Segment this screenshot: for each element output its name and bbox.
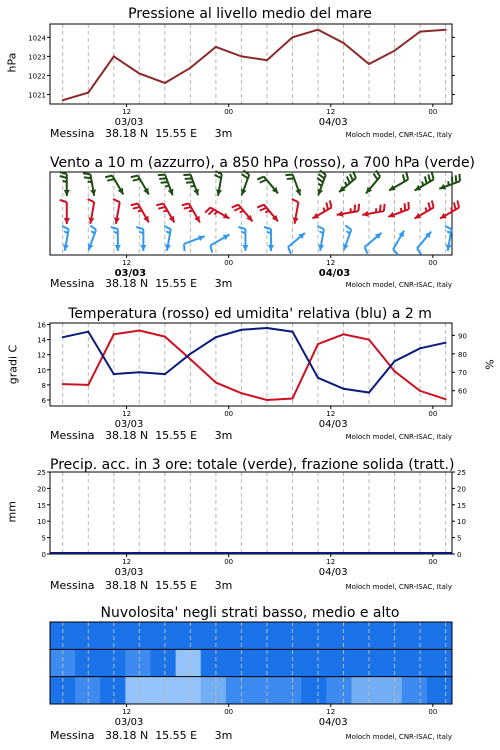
pressure-time-tick-label: 12 bbox=[326, 108, 336, 116]
cloud-cell-medio bbox=[125, 649, 151, 676]
wind-time-tick-label: 00 bbox=[428, 259, 438, 267]
pressure-point bbox=[189, 67, 191, 69]
humidity-point bbox=[419, 347, 421, 349]
cloud-cell-basso bbox=[352, 677, 378, 704]
temperature-point bbox=[266, 399, 268, 401]
cloud-cell-medio bbox=[402, 649, 428, 676]
pressure-ytick-label: 1023 bbox=[28, 53, 46, 62]
cloud-cell-medio bbox=[176, 649, 202, 676]
precip-date-label: 04/03 bbox=[318, 567, 348, 578]
cloud-time-tick-label: 00 bbox=[428, 708, 438, 716]
cloud-cell-basso bbox=[100, 677, 126, 704]
cloud-cell-alto bbox=[377, 622, 403, 649]
humidity-ytick-label: 90 bbox=[458, 332, 467, 341]
wind-barb-10m bbox=[210, 235, 229, 253]
humidity-point bbox=[368, 392, 370, 394]
precip-ytick-label: 25 bbox=[37, 469, 46, 477]
wind-barb-10m bbox=[111, 227, 121, 251]
pressure-point bbox=[419, 31, 421, 33]
precip-panel bbox=[0, 450, 500, 600]
pressure-point bbox=[394, 50, 396, 52]
pressure-time-tick-label: 12 bbox=[122, 108, 132, 116]
precip-ylabel: mm bbox=[5, 501, 19, 523]
wind-time-tick-label: 00 bbox=[224, 259, 234, 267]
temperature-point bbox=[164, 336, 166, 338]
temperature-point bbox=[215, 382, 217, 384]
precip-time-tick-label: 12 bbox=[122, 558, 132, 566]
wind-barb-850hpa bbox=[388, 202, 409, 218]
wind-barb-850hpa bbox=[312, 200, 331, 218]
cloud-cell-medio bbox=[326, 649, 352, 676]
temperature-date-label: 04/03 bbox=[318, 419, 348, 430]
wind-barb-700hpa bbox=[257, 177, 278, 194]
cloud-cell-basso bbox=[176, 677, 202, 704]
pressure-credit: Moloch model, CNR-ISAC, Italy bbox=[345, 131, 452, 139]
precip-time-tick-label: 12 bbox=[326, 558, 336, 566]
precip-title: Precip. acc. in 3 ore: totale (verde), frazione solida (tratt.) bbox=[50, 457, 455, 473]
wind-barb-10m bbox=[264, 227, 274, 251]
pressure-ytick-label: 1024 bbox=[28, 34, 46, 43]
wind-date-label: 04/03 bbox=[318, 268, 351, 279]
wind-barb-700hpa bbox=[158, 175, 174, 196]
pressure-point bbox=[138, 73, 140, 75]
precip-ytick-label: 10 bbox=[37, 518, 46, 527]
precip-ytick-label: 15 bbox=[37, 501, 46, 510]
humidity-ylabel: % bbox=[483, 359, 497, 370]
precip-ytick-label-right: 0 bbox=[457, 551, 462, 559]
wind-barb-850hpa bbox=[232, 205, 253, 222]
precip-ytick-label-right: 10 bbox=[457, 518, 466, 527]
wind-barb-850hpa bbox=[60, 200, 70, 224]
wind-barb-10m bbox=[136, 227, 146, 251]
humidity-point bbox=[215, 336, 217, 338]
pressure-point bbox=[317, 29, 319, 31]
precip-date-label: 03/03 bbox=[114, 567, 144, 578]
wind-barb-700hpa bbox=[60, 172, 70, 196]
temperature-point bbox=[291, 397, 293, 399]
wind-barb-850hpa bbox=[440, 200, 459, 218]
cloud-cell-basso bbox=[251, 677, 277, 704]
wind-barb-700hpa bbox=[105, 175, 123, 194]
precip-time-tick-label: 00 bbox=[224, 558, 234, 566]
pressure-point bbox=[215, 46, 217, 48]
cloud-cell-medio bbox=[377, 649, 403, 676]
pressure-ylabel: hPa bbox=[5, 52, 19, 73]
temperature-time-tick-label: 12 bbox=[326, 410, 336, 418]
humidity-point bbox=[189, 353, 191, 355]
cloud-cell-alto bbox=[151, 622, 177, 649]
wind-barb-850hpa bbox=[415, 200, 434, 218]
wind-barb-850hpa bbox=[337, 204, 359, 217]
pressure-point bbox=[240, 55, 242, 57]
temperature-ylabel: gradi C bbox=[6, 344, 20, 385]
temperature-ytick-label: 8 bbox=[41, 381, 46, 390]
wind-barb-700hpa bbox=[439, 174, 460, 190]
wind-barb-10m bbox=[365, 233, 382, 254]
wind-barb-850hpa bbox=[156, 203, 174, 222]
cloud-cell-medio bbox=[276, 649, 302, 676]
temperature-ytick-label: 14 bbox=[37, 336, 46, 345]
humidity-ytick-label: 60 bbox=[458, 387, 467, 396]
wind-barb-700hpa bbox=[366, 171, 380, 194]
humidity-point bbox=[445, 342, 447, 344]
cloud-title: Nuvolosita' negli strati basso, medio e alto bbox=[100, 605, 400, 621]
cloud-cell-basso bbox=[276, 677, 302, 704]
temperature-line bbox=[63, 331, 446, 401]
cloud-cell-basso bbox=[402, 677, 428, 704]
wind-date-label: 03/03 bbox=[114, 268, 147, 279]
temperature-point bbox=[62, 383, 64, 385]
cloud-cell-medio bbox=[427, 649, 453, 676]
cloud-cell-alto bbox=[402, 622, 428, 649]
temperature-time-tick-label: 00 bbox=[428, 410, 438, 418]
temperature-point bbox=[240, 392, 242, 394]
wind-barb-700hpa bbox=[131, 175, 149, 194]
cloud-cell-medio bbox=[301, 649, 327, 676]
wind-barb-700hpa bbox=[241, 170, 249, 195]
cloud-cell-alto bbox=[125, 622, 151, 649]
cloud-date-label: 04/03 bbox=[318, 717, 348, 728]
pressure-location: Messina 38.18 N 15.55 E 3m bbox=[50, 127, 233, 140]
temperature-point bbox=[87, 384, 89, 386]
humidity-point bbox=[394, 360, 396, 362]
wind-barb-10m bbox=[184, 236, 205, 252]
precip-ytick-label: 0 bbox=[41, 551, 46, 559]
temperature-point bbox=[189, 358, 191, 360]
temperature-point bbox=[113, 333, 115, 335]
temperature-title: Temperatura (rosso) ed umidita' relativa (blu) a 2 m bbox=[68, 306, 432, 322]
precip-ytick-label: 5 bbox=[41, 534, 46, 543]
temperature-ytick-label: 10 bbox=[37, 366, 46, 375]
temperature-location: Messina 38.18 N 15.55 E 3m bbox=[50, 429, 233, 442]
wind-time-tick-label: 12 bbox=[326, 259, 336, 267]
wind-barb-850hpa bbox=[131, 203, 149, 222]
wind-barb-10m bbox=[343, 225, 351, 250]
pressure-title: Pressione al livello medio del mare bbox=[128, 6, 372, 22]
humidity-point bbox=[291, 331, 293, 333]
cloud-cell-basso bbox=[377, 677, 403, 704]
cloud-time-tick-label: 12 bbox=[326, 708, 336, 716]
temperature-credit: Moloch model, CNR-ISAC, Italy bbox=[345, 433, 452, 441]
cloud-location: Messina 38.18 N 15.55 E 3m bbox=[50, 729, 233, 742]
precip-ytick-label-right: 25 bbox=[457, 469, 466, 477]
wind-title: Vento a 10 m (azzurro), a 850 hPa (rosso), a 700 hPa (verde) bbox=[50, 155, 476, 171]
cloud-cell-basso bbox=[301, 677, 327, 704]
temperature-chart bbox=[0, 300, 500, 450]
pressure-date-label: 03/03 bbox=[114, 117, 144, 128]
cloud-cell-alto bbox=[427, 622, 453, 649]
pressure-point bbox=[343, 42, 345, 44]
pressure-time-tick-label: 00 bbox=[428, 108, 438, 116]
temperature-point bbox=[368, 339, 370, 341]
wind-panel bbox=[0, 150, 500, 300]
pressure-time-tick-label: 00 bbox=[224, 108, 234, 116]
wind-barb-10m bbox=[238, 227, 248, 251]
pressure-date-label: 04/03 bbox=[318, 117, 348, 128]
temperature-point bbox=[419, 390, 421, 392]
cloud-cell-medio bbox=[352, 649, 378, 676]
pressure-point bbox=[62, 99, 64, 101]
cloud-cell-alto bbox=[301, 622, 327, 649]
humidity-point bbox=[164, 373, 166, 375]
cloud-cell-medio bbox=[151, 649, 177, 676]
wind-credit: Moloch model, CNR-ISAC, Italy bbox=[345, 281, 452, 289]
cloud-cell-basso bbox=[201, 677, 227, 704]
precip-ytick-label: 20 bbox=[37, 485, 46, 494]
cloud-cell-medio bbox=[226, 649, 252, 676]
humidity-point bbox=[240, 329, 242, 331]
wind-barb-850hpa bbox=[257, 205, 278, 222]
temperature-point bbox=[138, 330, 140, 332]
pressure-line bbox=[63, 30, 446, 101]
cloud-cell-medio bbox=[100, 649, 126, 676]
temperature-ytick-label: 16 bbox=[37, 321, 46, 330]
precip-time-tick-label: 00 bbox=[428, 558, 438, 566]
cloud-cell-basso bbox=[326, 677, 352, 704]
pressure-ytick-label: 1021 bbox=[28, 91, 46, 100]
precip-ytick-label-right: 20 bbox=[457, 485, 466, 494]
wind-barb-10m bbox=[417, 232, 431, 255]
cloud-time-tick-label: 00 bbox=[224, 708, 234, 716]
wind-barb-10m bbox=[88, 225, 96, 250]
cloud-cell-medio bbox=[201, 649, 227, 676]
temperature-point bbox=[343, 333, 345, 335]
wind-barb-700hpa bbox=[83, 173, 96, 195]
precip-credit: Moloch model, CNR-ISAC, Italy bbox=[345, 583, 452, 591]
cloud-cell-alto bbox=[176, 622, 202, 649]
cloud-credit: Moloch model, CNR-ISAC, Italy bbox=[345, 733, 452, 741]
precip-location: Messina 38.18 N 15.55 E 3m bbox=[50, 579, 233, 592]
temperature-point bbox=[317, 343, 319, 345]
wind-barb-850hpa bbox=[182, 203, 200, 222]
precip-frame bbox=[50, 472, 452, 554]
precip-chart bbox=[0, 450, 500, 600]
temperature-ytick-label: 6 bbox=[41, 396, 46, 405]
cloud-cell-alto bbox=[226, 622, 252, 649]
humidity-ytick-label: 70 bbox=[458, 369, 467, 378]
cloud-cell-basso bbox=[226, 677, 252, 704]
cloud-cell-medio bbox=[251, 649, 277, 676]
wind-barb-700hpa bbox=[415, 172, 434, 190]
pressure-point bbox=[368, 63, 370, 65]
pressure-point bbox=[164, 82, 166, 84]
cloud-cell-alto bbox=[276, 622, 302, 649]
wind-barb-850hpa bbox=[362, 204, 384, 217]
humidity-line bbox=[63, 328, 446, 393]
humidity-ytick-label: 80 bbox=[458, 350, 467, 359]
wind-barb-700hpa bbox=[389, 172, 408, 190]
temperature-point bbox=[394, 370, 396, 372]
cloud-time-tick-label: 12 bbox=[122, 708, 132, 716]
pressure-panel bbox=[0, 0, 500, 150]
temperature-point bbox=[445, 398, 447, 400]
cloud-cell-basso bbox=[125, 677, 151, 704]
cloud-cell-alto bbox=[100, 622, 126, 649]
humidity-point bbox=[113, 373, 115, 375]
temperature-time-tick-label: 12 bbox=[122, 410, 132, 418]
cloud-cell-alto bbox=[352, 622, 378, 649]
pressure-point bbox=[113, 55, 115, 57]
humidity-point bbox=[266, 327, 268, 329]
humidity-point bbox=[138, 371, 140, 373]
temperature-time-tick-label: 00 bbox=[224, 410, 234, 418]
cloud-cell-basso bbox=[151, 677, 177, 704]
pressure-ytick-label: 1022 bbox=[28, 72, 46, 81]
pressure-point bbox=[291, 36, 293, 38]
wind-barb-850hpa bbox=[205, 208, 229, 219]
humidity-point bbox=[87, 331, 89, 333]
precip-ytick-label-right: 15 bbox=[457, 501, 466, 510]
cloud-cell-basso bbox=[427, 677, 453, 704]
wind-barb-700hpa bbox=[285, 175, 301, 196]
wind-barb-700hpa bbox=[215, 171, 222, 196]
precip-ytick-label-right: 5 bbox=[457, 534, 462, 543]
wind-time-tick-label: 12 bbox=[122, 259, 132, 267]
temperature-panel bbox=[0, 300, 500, 450]
wind-location: Messina 38.18 N 15.55 E 3m bbox=[50, 277, 233, 290]
temperature-date-label: 03/03 bbox=[114, 419, 144, 430]
cloud-cell-alto bbox=[201, 622, 227, 649]
wind-barb-700hpa bbox=[339, 171, 356, 192]
humidity-point bbox=[343, 388, 345, 390]
cloud-chart bbox=[0, 600, 500, 750]
humidity-point bbox=[62, 336, 64, 338]
pressure-point bbox=[87, 92, 89, 94]
cloud-cell-alto bbox=[326, 622, 352, 649]
pressure-frame bbox=[50, 24, 452, 104]
cloud-panel bbox=[0, 600, 500, 750]
wind-barb-700hpa bbox=[183, 175, 199, 196]
cloud-cell-alto bbox=[251, 622, 277, 649]
humidity-point bbox=[317, 377, 319, 379]
cloud-date-label: 03/03 bbox=[114, 717, 144, 728]
wind-barb-10m bbox=[288, 233, 305, 254]
pressure-point bbox=[266, 59, 268, 61]
temperature-ytick-label: 12 bbox=[37, 351, 46, 360]
pressure-point bbox=[445, 29, 447, 31]
